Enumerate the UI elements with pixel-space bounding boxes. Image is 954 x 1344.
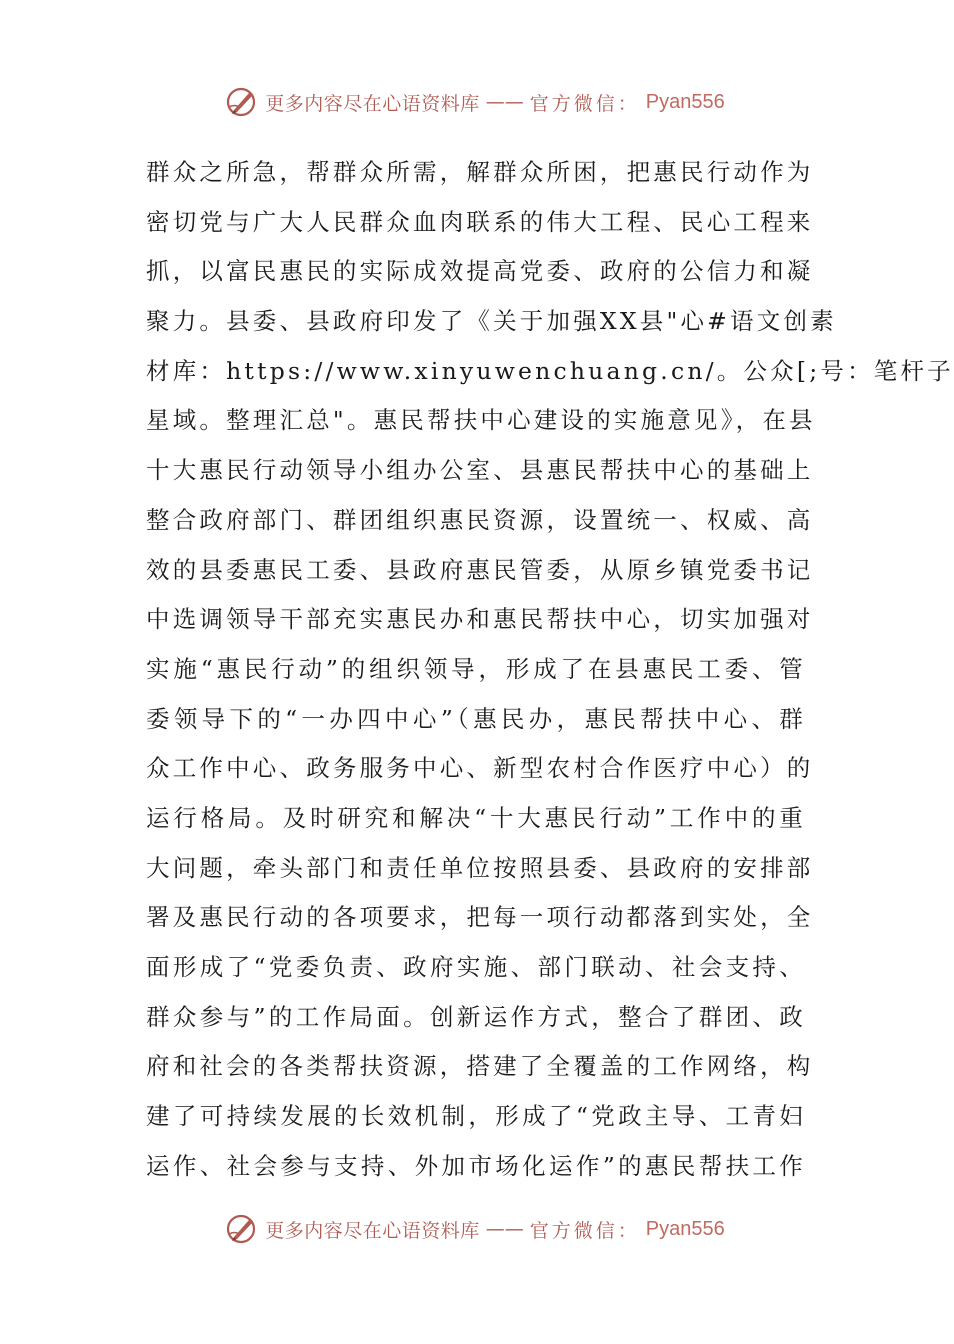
header-dash: —— [485,91,524,113]
body-line-9: 效的县委惠民工委、县政府惠民管委，从原乡镇党委书记 [146,555,814,584]
body-line-21: 运作、社会参与支持、外加市场化运作”的惠民帮扶工作 [146,1151,806,1180]
body-line-16: 署及惠民行动的各项要求，把每一项行动都落到实处，全 [146,903,814,932]
body-line-8: 整合政府部门、群团组织惠民资源，设置统一、权威、高 [146,505,814,534]
footer-wechat-id: Pyan556 [645,1217,725,1240]
footer-slogan: 更多内容尽在心语资料库 [265,1219,480,1242]
body-line-7: 十大惠民行动领导小组办公室、县惠民帮扶中心的基础上 [146,456,814,485]
body-line-1: 群众之所急，帮群众所需，解群众所困，把惠民行动作为 [146,158,814,186]
header-wechat-id: Pyan556 [645,90,725,113]
body-line-20: 建了可持续发展的长效机制，形成了“党政主导、工青妇 [146,1102,806,1131]
footer-dash: —— [485,1218,524,1240]
body-line-3: 抓，以富民惠民的实际成效提高党委、政府的公信力和凝 [146,257,814,286]
document-body [146,148,954,1191]
header-watermark-banner [0,82,950,122]
body-line-10: 中选调领导干部充实惠民办和惠民帮扶中心，切实加强对 [146,605,814,634]
header-wechat-label: 官方微信： [529,92,640,115]
body-line-6: 星域。整理汇总"。惠民帮扶中心建设的实施意见》，在县 [146,406,816,435]
body-line-11: 实施“惠民行动”的组织领导，形成了在县惠民工委、管 [146,654,806,683]
body-line-13: 众工作中心、政务服务中心、新型农村合作医疗中心）的 [146,754,814,783]
header-slogan: 更多内容尽在心语资料库 [265,92,480,115]
body-line-17: 面形成了“党委负责、政府实施、部门联动、社会支持、 [146,953,806,981]
footer-wechat-label: 官方微信： [529,1219,640,1242]
body-line-15: 大问题，牵头部门和责任单位按照县委、县政府的安排部 [146,853,814,882]
footer-watermark-banner [0,1209,950,1249]
body-line-14: 运行格局。及时研究和解决“十大惠民行动”工作中的重 [146,803,806,832]
body-line-18: 群众参与”的工作局面。创新运作方式，整合了群团、政 [146,1002,806,1031]
pen-logo-icon [225,85,259,119]
pen-logo-icon [225,1212,259,1246]
body-line-12: 委领导下的“一办四中心”（惠民办，惠民帮扶中心、群 [146,704,806,733]
body-line-5: 材库：https://www.xinyuwenchuang.cn/。公众[;号：笔杆子 [146,356,954,385]
body-line-19: 府和社会的各类帮扶资源，搭建了全覆盖的工作网络，构 [146,1052,814,1081]
body-line-2: 密切党与广大人民群众血肉联系的伟大工程、民心工程来 [146,207,814,236]
body-line-4: 聚力。县委、县政府印发了《关于加强XX县"心#语文创素 [146,307,837,336]
